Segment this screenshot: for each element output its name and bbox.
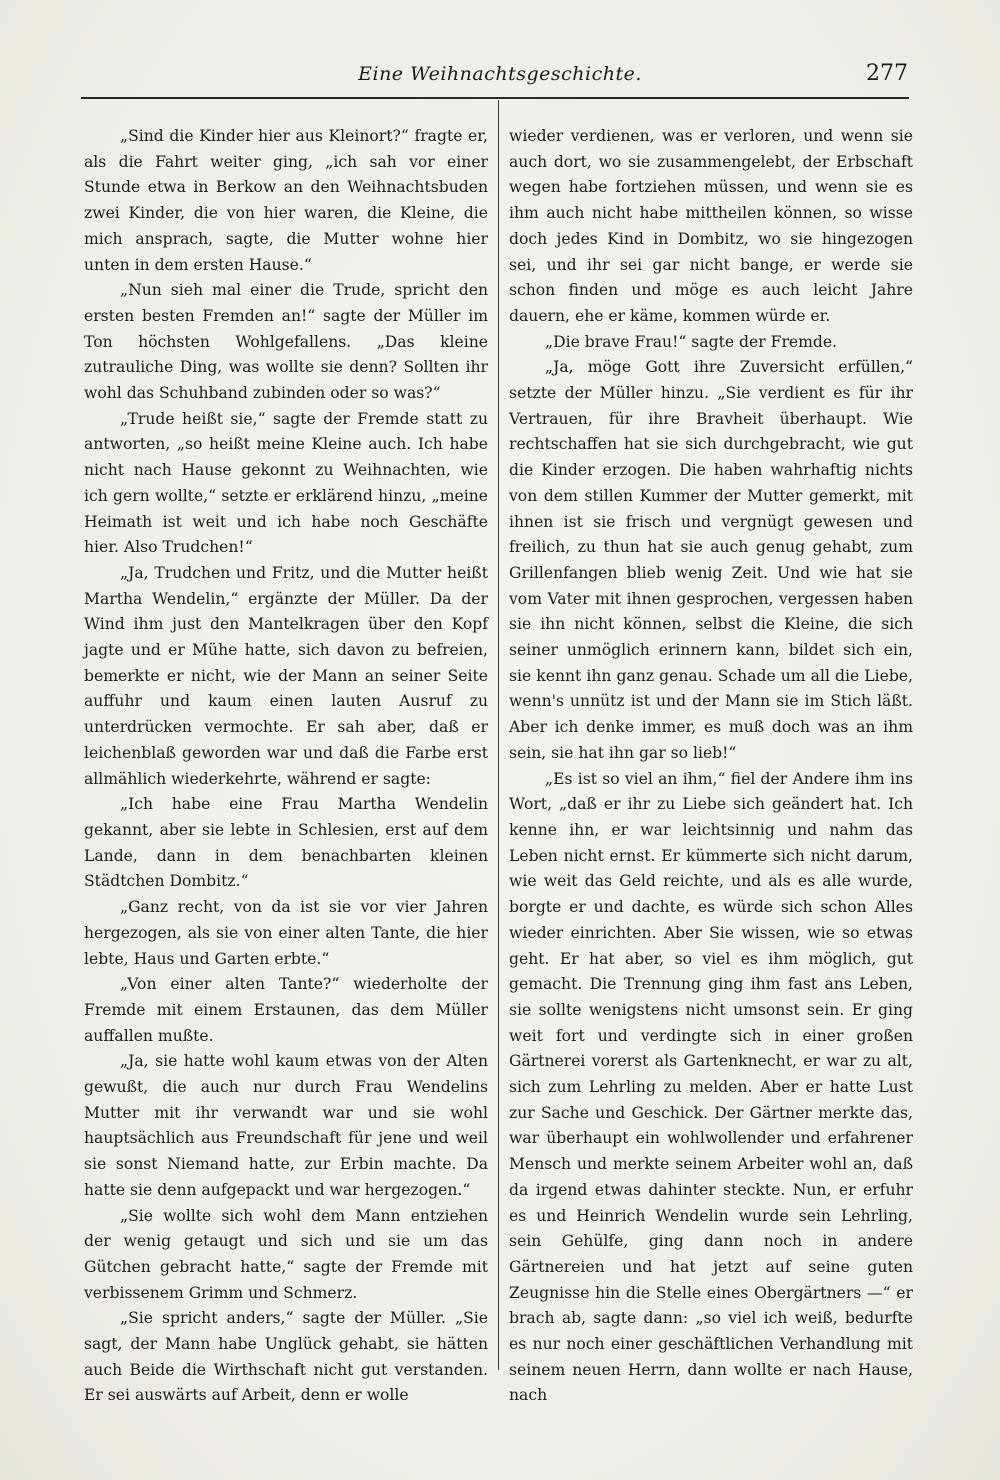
paragraph: „Nun sieh mal einer die Trude, spricht den ersten besten Fremden an!“ sagte der Müller im Ton höchsten Wohlgefallens. „Das kleine zutrauliche Ding, was wollte sie denn? Sollten ihr wohl das Schuhband zubinden oder so was?“ (84, 281, 488, 403)
paragraph: „Sie wollte sich wohl dem Mann entziehen der wenig getaugt und sich und sie um das Gütchen gebracht hatte,“ sagte der Fremde mit verbissenem Grimm und Schmerz. (84, 1206, 488, 1302)
left-column (84, 124, 488, 1409)
paragraph: wieder verdienen, was er verloren, und wenn sie auch dort, wo sie zusammengelebt, der Erbschaft wegen habe fortziehen müssen, und wenn sie es ihm auch nicht habe mittheilen können, so wisse doch jedes Kind in Dombitz, wo sie hingezogen sei, und ihr sei gar nicht bange, er werde sie schon finden und möge es auch leicht Jahre dauern, ehe er käme, kommen würde er. (509, 127, 913, 325)
paragraph: „Von einer alten Tante?“ wiederholte der Fremde mit einem Erstaunen, das dem Müller auffallen mußte. (84, 975, 488, 1045)
right-column (509, 124, 913, 1409)
paragraph: „Sind die Kinder hier aus Kleinort?“ fragte er, als die Fahrt weiter ging, „ich sah vor einer Stunde etwa in Berkow an den Weihnachtsbuden zwei Kinder, die von hier waren, die Kleine, die mich ansprach, sagte, die Mutter wohne hier unten in dem ersten Hause.“ (84, 127, 488, 274)
paragraph: „Ja, möge Gott ihre Zuversicht erfüllen,“ setzte der Müller hinzu. „Sie verdient es für ihr Vertrauen, für ihre Bravheit überhaupt. Wie rechtschaffen hat sie sich durchgebracht, wie gut die Kinder erzogen. Die haben wahrhaftig nichts von dem stillen Kummer der Mutter gemerkt, mit ihnen ist sie frisch und vergnügt gewesen und freilich, zu thun hat sie auch genug gehabt, zum Grillenfangen blieb wenig Zeit. Und wie hat sie vom Vater mit ihnen gesprochen, vergessen haben sie ihn nicht können, selbst die Kleine, die sich seiner unmöglich erinnern kann, bildet sich ein, sie kennt ihn ganz genau. Schade um all die Liebe, wenn's unnütz ist und der Mann sie im Stich läßt. Aber ich denke immer, es muß doch was an ihm sein, sie hat ihn gar so lieb!“ (509, 358, 913, 762)
page-number: 277 (866, 61, 908, 86)
paragraph: „Trude heißt sie,“ sagte der Fremde statt zu antworten, „so heißt meine Kleine auch. Ich habe nicht nach Hause gekonnt zu Weihnachten, wie ich gern wollte,“ setzte er erklärend hinzu, „meine Heimath ist weit und ich habe noch Geschäfte hier. Also Trudchen!“ (84, 409, 488, 557)
paragraph: „Sie spricht anders,“ sagte der Müller. „Sie sagt, der Mann habe Unglück gehabt, sie hätten auch Beide die Wirthschaft nicht gut verstanden. Er sei auswärts auf Arbeit, denn er wolle (84, 1309, 488, 1405)
running-title: Eine Weihnachtsgeschichte. (358, 63, 642, 85)
paragraph: „Ich habe eine Frau Martha Wendelin gekannt, aber sie lebte in Schlesien, erst auf dem Lande, dann in dem benachbarten kleinen Städtchen Dombitz.“ (84, 795, 488, 891)
paragraph: „Ja, Trudchen und Fritz, und die Mutter heißt Martha Wendelin,“ ergänzte der Müller. Da der Wind ihm just den Mantelkragen über den Kopf jagte und er Mühe hatte, sich davon zu befreien, bemerkte er nicht, wie der Mann an seiner Seite auffuhr und kaum einen lauten Ausruf zu unterdrücken vermochte. Er sah aber, daß er leichenblaß geworden war und daß die Farbe erst allmählich wiederkehrte, während er sagte: (84, 563, 488, 788)
column-divider (498, 100, 499, 1370)
paragraph: „Es ist so viel an ihm,“ fiel der Andere ihm ins Wort, „daß er ihr zu Liebe sich geändert hat. Ich kenne ihn, er war leichtsinnig und nahm das Leben nicht ernst. Er kümmerte sich nicht darum, wie weit das Geld reichte, und als es alle wurde, borgte er und dachte, es würde sich schon Alles wieder einrichten. Aber Sie wissen, wie so etwas geht. Er hat aber, so viel es ihm möglich, gut gemacht. Die Trennung ging ihm fast ans Leben, sie sollte wenigstens nicht umsonst sein. Er ging weit fort und verdingte sich in einer großen Gärtnerei vorerst als Gartenknecht, er war zu alt, sich zum Lehrling zu melden. Aber er hatte Lust zur Sache und Geschick. Der Gärtner merkte das, war überhaupt ein wohlwollender und erfahrener Mensch und merkte seinem Arbeiter wohl an, daß da irgend etwas dahinter steckte. Nun, er erfuhr es und Heinrich Wendelin wurde sein Lehrling, sein Gehülfe, ging dann noch in andere Gärtnereien und hat jetzt auf seine guten Zeugnisse hin die Stelle eines Obergärtners —“ er brach ab, sagte dann: „so viel ich weiß, bedurfte es nur noch einer geschäftlichen Verhandlung mit seinem neuen Herrn, dann wollte er nach Hause, nach (509, 769, 913, 1405)
paragraph: „Ganz recht, von da ist sie vor vier Jahren hergezogen, als sie von einer alten Tante, die hier lebte, Haus und Garten erbte.“ (84, 898, 488, 968)
paragraph: „Ja, sie hatte wohl kaum etwas von der Alten gewußt, die auch nur durch Frau Wendelins Mutter mit ihr verwandt war und sie wohl hauptsächlich aus Freundschaft für jene und weil sie sonst Niemand hatte, zur Erbin machte. Da hatte sie denn aufgepackt und war hergezogen.“ (84, 1052, 488, 1199)
header-rule (81, 97, 909, 99)
paragraph: „Die brave Frau!“ sagte der Fremde. (545, 332, 838, 351)
